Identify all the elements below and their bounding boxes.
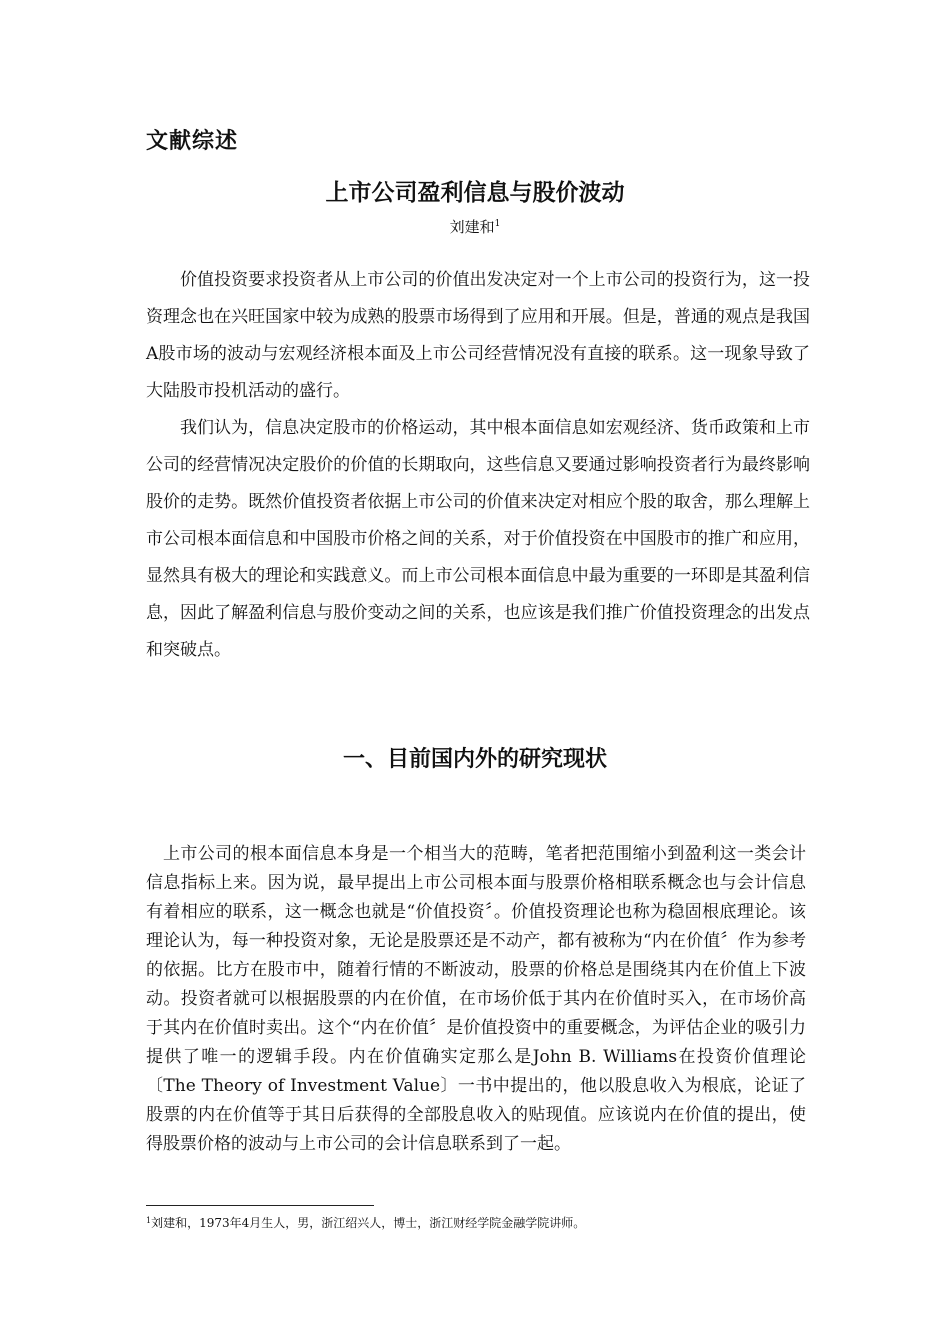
paper-title: 上市公司盈利信息与股价波动 xyxy=(325,180,625,206)
footnote-divider xyxy=(146,1205,374,1206)
section-paragraph-1: 上市公司的根本面信息本身是一个相当大的范畴，笔者把范围缩小到盈利这一类会计信息指标上来。因为说，最早提出上市公司根本面与股票价格相联系概念也与会计信息有着相应的联系，这一概念也就是“价值投资〞。价值投资理论也称为稳固根底理论。该理论认为，每一种投资对象，无论是股票还是不动产，都有被称为“内在价值〞作为参考的依据。比方在股市中，随着行情的不断波动，股票的价格总是围绕其内在价值上下波动。投资者就可以根据股票的内在价值，在市场价低于其内在价值时买入，在市场价高于其内在价值时卖出。这个“内在价值〞是价值投资中的重要概念，为评估企业的吸引力提供了唯一的逻辑手段。内在价值确实定那么是John B. Williams在投资价值理论〔The Theory of Investment Value〕一书中提出的，他以股息收入为根底，论证了股票的内在价值等于其日后获得的全部股息收入的贴现值。应该说内在价值的提出，使得股票价格的波动与上市公司的会计信息联系到了一起。 xyxy=(146,844,806,1154)
section-body xyxy=(146,840,806,1159)
section-label: 文献综述 xyxy=(146,129,239,154)
author-line xyxy=(0,216,950,237)
footnote-text: 刘建和，1973年4月生人，男，浙江绍兴人，博士，浙江财经学院金融学院讲师。 xyxy=(151,1216,586,1230)
intro-paragraph-1: 价值投资要求投资者从上市公司的价值出发决定对一个上市公司的投资行为，这一投资理念也在兴旺国家中较为成熟的股票市场得到了应用和开展。但是，普通的观点是我国A股市场的波动与宏观经济根本面及上市公司经营情况没有直接的联系。这一现象导致了大陆股市投机活动的盛行。 xyxy=(146,270,810,401)
intro-paragraph-2: 我们认为，信息决定股市的价格运动，其中根本面信息如宏观经济、货币政策和上市公司的经营情况决定股价的价值的长期取向，这些信息又要通过影响投资者行为最终影响股价的走势。既然价值投资者依据上市公司的价值来决定对相应个股的取舍，那么理解上市公司根本面信息和中国股市价格之间的关系，对于价值投资在中国股市的推广和应用，显然具有极大的理论和实践意义。而上市公司根本面信息中最为重要的一环即是其盈利信息，因此了解盈利信息与股价变动之间的关系，也应该是我们推广价值投资理念的出发点和突破点。 xyxy=(146,418,810,660)
footnote-mark: 1 xyxy=(146,1216,152,1225)
section-heading: 一、目前国内外的研究现状 xyxy=(342,747,607,772)
intro-section xyxy=(146,262,810,669)
author-name: 刘建和 xyxy=(449,218,495,236)
footnote xyxy=(146,1212,846,1232)
author-footnote-mark: 1 xyxy=(494,219,501,229)
